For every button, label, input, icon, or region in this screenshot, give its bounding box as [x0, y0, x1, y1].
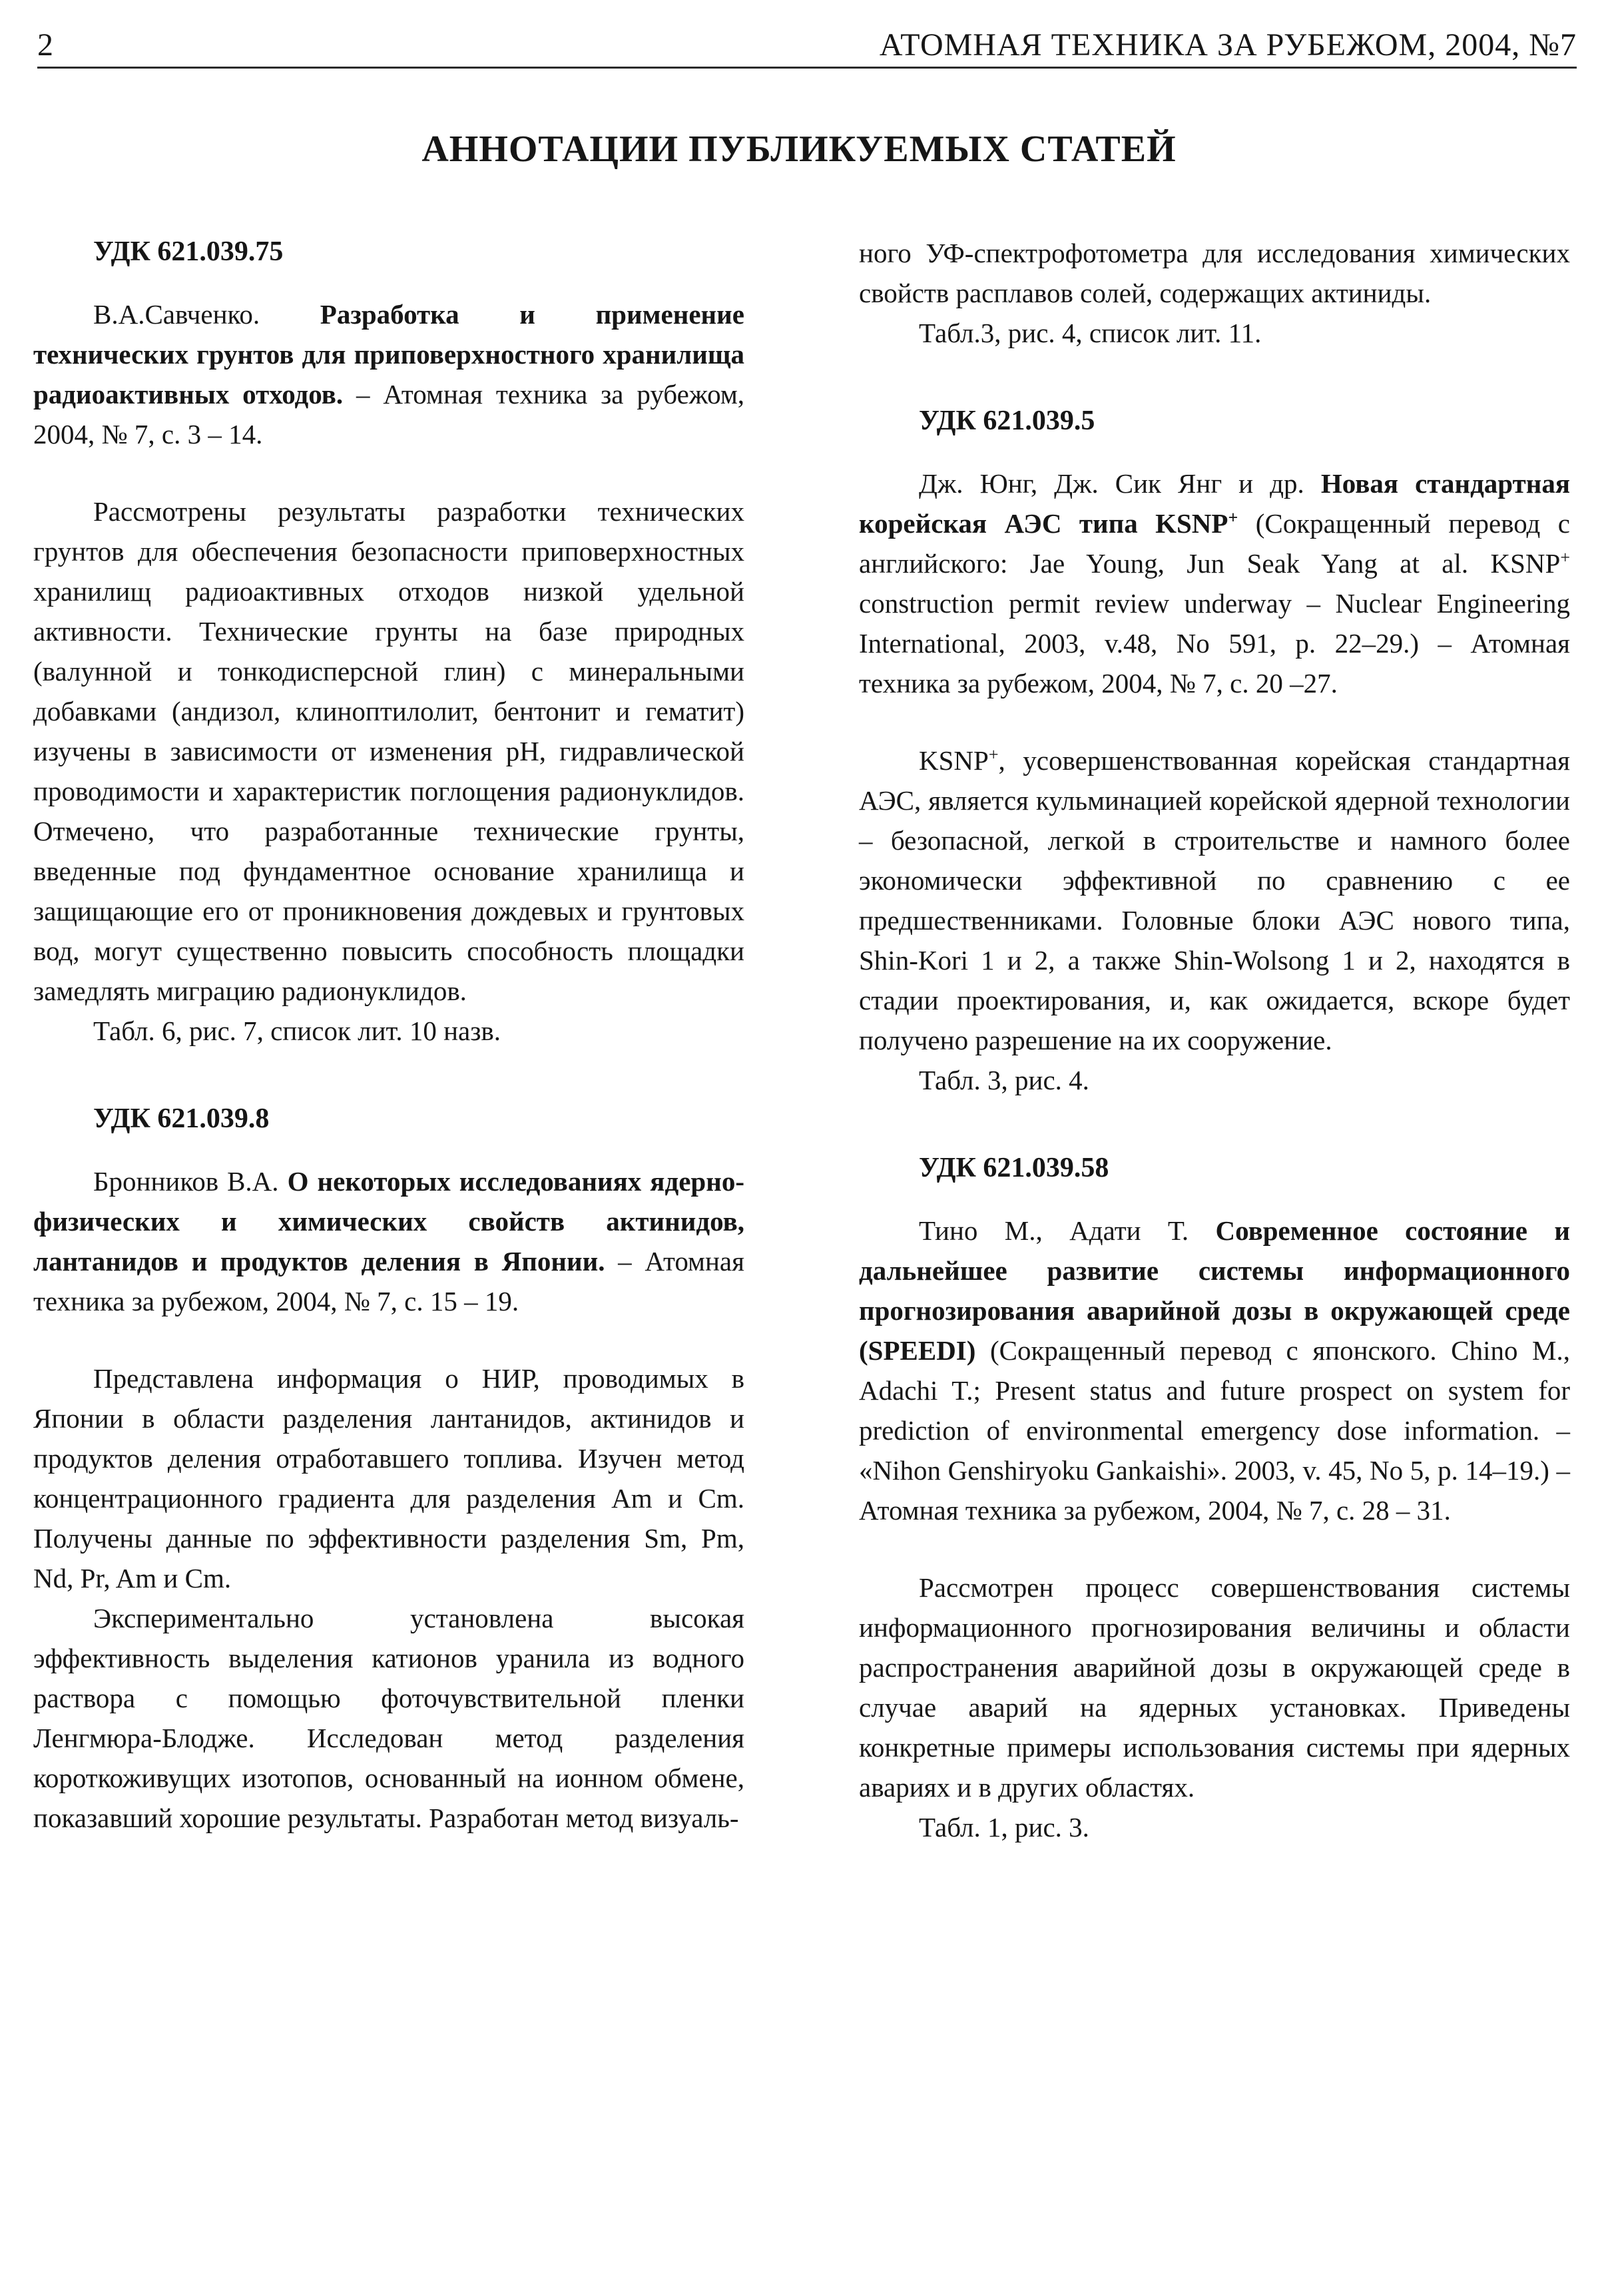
article-authors: Тино М., Адати Т.: [919, 1215, 1189, 1246]
udc-code: УДК 621.039.8: [93, 1103, 270, 1134]
article-tables-note: Табл. 3, рис. 4.: [919, 1065, 1089, 1095]
article-authors: Бронников В.А.: [93, 1166, 279, 1197]
article-reference: [33, 1161, 744, 1321]
article-speedi: [859, 1149, 1570, 1847]
article-reference: [859, 463, 1570, 703]
article-title: О некоторых исследованиях ядерно-физических и химических свойств актинидов, лантанидов и продуктов деления в Японии.: [33, 1166, 744, 1277]
page-title: АННОТАЦИИ ПУБЛИКУЕМЫХ СТАТЕЙ: [421, 129, 1177, 170]
page-header: [37, 19, 1577, 69]
article-savchenko: [33, 233, 744, 1051]
article-title: Новая стандартная корейская АЭС типа KSNP+: [859, 468, 1571, 539]
article-authors: Дж. Юнг, Дж. Сик Янг и др.: [919, 468, 1304, 499]
article-authors: В.А.Савченко.: [93, 299, 260, 330]
article-title: Разработка и применение технических грунтов для приповерхностного хранилища радиоактивных отходов.: [33, 299, 745, 410]
article-annotation-continued: ного УФ-спектрофотометра для исследования химических свойств расплавов солей, содержащих актиниды.: [859, 238, 1570, 308]
article-tables-note: Табл.3, рис. 4, список лит. 11.: [919, 318, 1262, 348]
article-bronnikov: [33, 1100, 744, 1838]
article-bronnikov-continuation: [859, 233, 1570, 353]
article-reference: [33, 294, 744, 454]
article-citation: (Сокращенный перевод с английского: Jae Young, Jun Seak Yang at al. KSNP+ construction permit review underway – Nuclear Engineering International, 2003, v.48, No 591, p. 22–29.) – Атомная техника за рубежом, 2004, № 7, с. 20 –27.: [859, 508, 1570, 699]
article-annotation: Рассмотрен процесс совершенствования системы информационного прогнозирования величины и области распространения аварийной дозы в окружающей среде в случае аварий на ядерных установках. Приведены конкретные примеры использования системы при ядерных авариях и в других областях.: [859, 1572, 1570, 1803]
article-citation: (Сокращенный перевод с японского. Chino M., Adachi T.; Present status and future prospect on system for prediction of environmental emergency dose information. – «Nihon Genshiryoku Gankaishi». 2003, v. 45, No 5, p. 14–19.) – Атомная техника за рубежом, 2004, № 7, с. 28 – 31.: [859, 1335, 1570, 1526]
article-annotation: Представлена информация о НИР, проводимых в Японии в области разделения лантанидов, актинидов и продуктов деления отработавшего топлива. Изучен метод концентрационного градиента для разделения Am и Cm. Получены данные по эффективности разделения Sm, Pm, Nd, Pr, Am и Cm.: [33, 1363, 744, 1593]
udc-code: УДК 621.039.75: [93, 236, 284, 267]
article-tables-note: Табл. 1, рис. 3.: [919, 1812, 1089, 1843]
udc-code: УДК 621.039.58: [919, 1153, 1109, 1183]
article-citation: – Атомная техника за рубежом, 2004, № 7, с. 15 – 19.: [33, 1246, 744, 1316]
running-title: АТОМНАЯ ТЕХНИКА ЗА РУБЕЖОМ, 2004, №7: [879, 27, 1577, 63]
article-title: Современное состояние и дальнейшее развитие системы информационного прогнозирования аварийной дозы в окружающей среде (SPEEDI): [859, 1215, 1570, 1366]
article-annotation: KSNP+, усовершенствованная корейская стандартная АЭС, является кульминацией корейской ядерной технологии – безопасной, легкой в строительстве и намного более экономически эффективной по сравнению с ее предшественниками. Головные блоки АЭС нового типа, Shin-Kori 1 и 2, а также Shin-Wolsong 1 и 2, находятся в стадии проектирования, и, как ожидается, вскоре будет получено разрешение на их сооружение.: [859, 744, 1570, 1055]
left-column: [33, 233, 744, 1838]
article-annotation-continued: Экспериментально установлена высокая эффективность выделения катионов уранила из водного раствора с помощью фоточувствительной пленки Ленгмюра-Блодже. Исследован метод разделения короткоживущих изотопов, основанный на ионном обмене, показавший хорошие результаты. Разработан метод визуаль-: [33, 1603, 744, 1833]
article-annotation: Рассмотрены результаты разработки технических грунтов для обеспечения безопасности приповерхностных хранилищ радиоактивных отходов низкой удельной активности. Технические грунты на базе природных (валунной и тонкодисперсной глин) с минеральными добавками (андизол, клиноптилолит, бентонит и гематит) изучены в зависимости от изменения рН, гидравлической проводимости и характеристик поглощения радионуклидов. Отмечено, что разработанные технические грунты, введенные под фундаментное основание хранилища и защищающие его от проникновения дождевых и грунтовых вод, могут существенно повысить способность площадки замедлять миграцию радионуклидов.: [33, 496, 744, 1006]
right-column: [859, 233, 1570, 1847]
article-reference: [859, 1211, 1570, 1530]
article-tables-note: Табл. 6, рис. 7, список лит. 10 назв.: [93, 1015, 501, 1046]
article-ksnp: [859, 402, 1570, 1100]
article-citation: – Атомная техника за рубежом, 2004, № 7, с. 3 – 14.: [33, 379, 745, 449]
udc-code: УДК 621.039.5: [919, 406, 1095, 436]
page-number: 2: [37, 27, 53, 63]
